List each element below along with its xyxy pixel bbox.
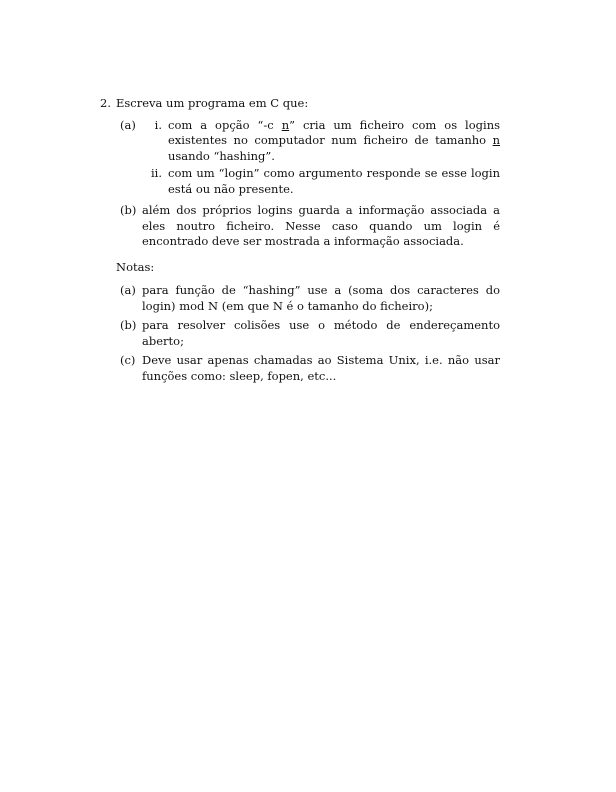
note-a xyxy=(116,283,500,314)
note-label: (a) xyxy=(120,283,136,297)
notes-title: Notas: xyxy=(116,259,155,274)
note-text: para função de “hashing” use a (soma dos caracteres do login) mod N (em que N é o tamanho do ficheiro); xyxy=(142,283,500,313)
subitem-label: i. xyxy=(154,117,162,132)
note-label: (b) xyxy=(120,318,137,332)
note-text: para resolver colisões use o método de endereçamento aberto; xyxy=(142,318,500,348)
question-body xyxy=(116,96,500,388)
item-content xyxy=(142,118,500,200)
note-b xyxy=(116,318,500,349)
note-label: (c) xyxy=(120,353,136,367)
subitem-text-part: com a opção “-c xyxy=(168,117,282,132)
note-c xyxy=(116,353,500,384)
subitem-text: com um “login” como argumento responde se esse login está ou não presente. xyxy=(168,166,500,196)
underlined-n: n xyxy=(281,117,290,132)
subitem-text-part: ” cria um ficheiro com os logins existentes no computador num ficheiro de tamanho xyxy=(168,117,500,147)
subitem-list xyxy=(142,118,500,198)
question-intro: Escreva um programa em C que: xyxy=(116,96,309,110)
item-a xyxy=(116,118,500,200)
subitem-text-part: usando “hashing”. xyxy=(168,148,275,163)
notes-list xyxy=(116,283,500,384)
item-b xyxy=(116,203,500,250)
subitem-label: ii. xyxy=(150,166,162,180)
subitem-i xyxy=(142,118,500,165)
item-label: (a) xyxy=(120,117,136,132)
question-2 xyxy=(100,96,500,388)
underlined-n: n xyxy=(492,133,500,147)
document-page xyxy=(100,96,500,388)
note-text: Deve usar apenas chamadas ao Sistema Unix, i.e. não usar funções como: sleep, fopen, etc... xyxy=(142,353,500,383)
question-number: 2. xyxy=(100,96,111,110)
subitem-ii xyxy=(142,166,500,197)
item-text: além dos próprios logins guarda a informação associada a eles noutro ficheiro. Nesse caso quando um login é encontrado deve ser mostrada a informação associada. xyxy=(142,203,500,248)
question-items xyxy=(116,118,500,250)
subitem-text xyxy=(168,118,500,165)
item-label: (b) xyxy=(120,203,137,217)
